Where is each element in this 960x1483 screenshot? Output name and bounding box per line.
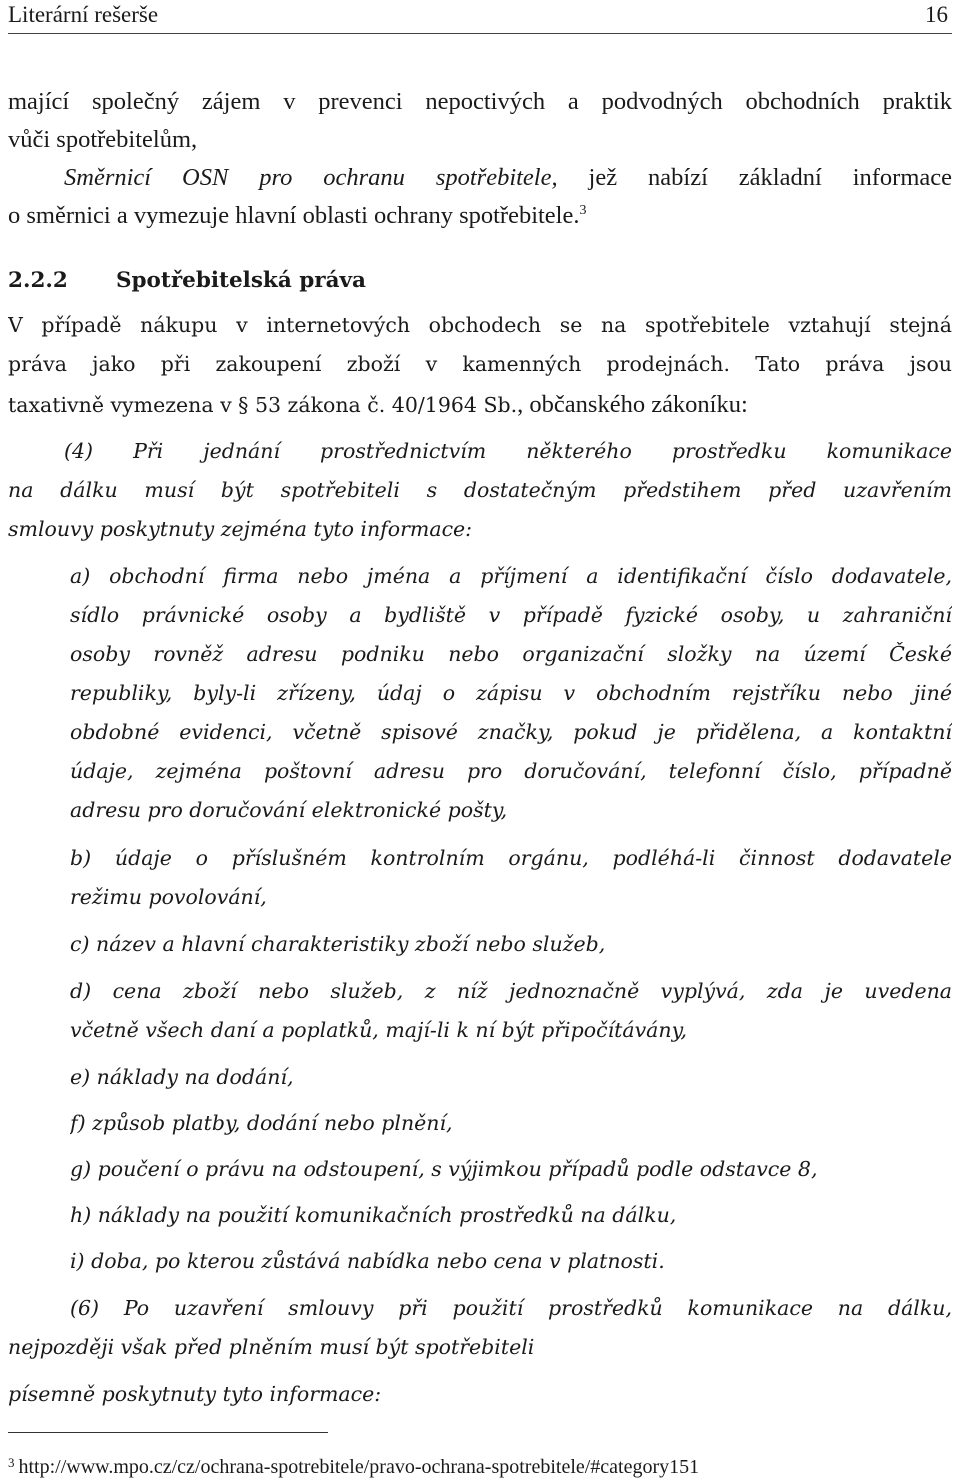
directive-title: Směrnicí OSN pro ochranu spotřebitele,: [64, 164, 558, 191]
item-a-line-4: republiky, byly-li zřízeny, údaj o zápisu v obchodním rejstříku nebo jiné: [70, 681, 952, 705]
item-a-line-1: a) obchodní firma nebo jména a příjmení a identifikační číslo dodavatele,: [70, 564, 952, 588]
section-heading: [8, 268, 366, 293]
intro-line-4: [8, 202, 952, 230]
item-c: c) název a hlavní charakteristiky zboží nebo služeb,: [70, 932, 606, 956]
quote6-line-3: písemně poskytnuty tyto informace:: [8, 1382, 382, 1406]
quote4-line-3: smlouvy poskytnuty zejména tyto informace:: [8, 517, 473, 541]
intro-line-1: mající společný zájem v prevenci nepoctivých a podvodných obchodních praktik: [8, 88, 952, 115]
item-a-line-5: obdobné evidenci, včetně spisové značky, pokud je přidělena, a kontaktní: [70, 720, 952, 744]
intro-line-4-text: o směrnici a vymezuje hlavní oblasti ochrany spotřebitele.: [8, 202, 580, 229]
item-i: i) doba, po kterou zůstává nabídka nebo cena v platnosti.: [70, 1249, 665, 1273]
intro-line-2: vůči spotřebitelům,: [8, 126, 198, 153]
quote6-line-2: nejpozději však před plněním musí být spotřebiteli: [8, 1335, 535, 1359]
footnote-divider: [8, 1432, 328, 1433]
footnote-url: http://www.mpo.cz/cz/ochrana-spotrebitele/pravo-ochrana-spotrebitele/#category151: [18, 1456, 700, 1478]
body-line-3-rest: , občanského zákoníku:: [517, 391, 748, 418]
page-number: 16: [925, 2, 948, 27]
section-title: Spotřebitelská práva: [116, 268, 366, 293]
item-h: h) náklady na použití komunikačních prostředků na dálku,: [70, 1203, 677, 1227]
footnote-ref: 3: [579, 203, 587, 218]
item-a-line-3: osoby rovněž adresu podniku nebo organizační složky na území České: [70, 642, 952, 666]
footnote: [8, 1455, 699, 1479]
body-line-3: [8, 391, 952, 419]
quote4-line-2: na dálku musí být spotřebiteli s dostatečným předstihem před uzavřením: [8, 478, 952, 502]
item-a-line-7: adresu pro doručování elektronické pošty,: [70, 798, 508, 822]
page-header: [8, 0, 952, 34]
body-line-2: práva jako při zakoupení zboží v kamenných prodejnách. Tato práva jsou: [8, 352, 952, 376]
item-a-line-6: údaje, zejména poštovní adresu pro doručování, telefonní číslo, případně: [70, 759, 952, 783]
intro-line-3: [64, 164, 952, 192]
section-number: 2.2.2: [8, 268, 68, 293]
item-f: f) způsob platby, dodání nebo plnění,: [70, 1111, 453, 1135]
intro-line-3-rest: jež nabízí základní informace: [557, 164, 952, 191]
quote6-line-1: (6) Po uzavření smlouvy při použití prostředků komunikace na dálku,: [70, 1296, 952, 1320]
body-line-3-law: taxativně vymezena v § 53 zákona č. 40/1964 Sb.: [8, 393, 518, 417]
footnote-number: 3: [8, 1455, 15, 1470]
item-e: e) náklady na dodání,: [70, 1065, 294, 1089]
item-g: g) poučení o právu na odstoupení, s výjimkou případů podle odstavce 8,: [70, 1157, 818, 1181]
item-b-line-1: b) údaje o příslušném kontrolním orgánu, podléhá-li činnost dodavatele: [70, 846, 952, 870]
item-b-line-2: režimu povolování,: [70, 885, 267, 909]
running-title: Literární rešerše: [8, 2, 159, 27]
item-d-line-1: d) cena zboží nebo služeb, z níž jednoznačně vyplývá, zda je uvedena: [70, 979, 952, 1003]
item-a-line-2: sídlo právnické osoby a bydliště v případě fyzické osoby, u zahraniční: [70, 603, 952, 627]
body-line-1: V případě nákupu v internetových obchodech se na spotřebitele vztahují stejná: [8, 313, 952, 337]
item-d-line-2: včetně všech daní a poplatků, mají-li k ní být připočítávány,: [70, 1018, 687, 1042]
quote4-line-1: (4) Při jednání prostřednictvím některého prostředku komunikace: [64, 439, 952, 463]
